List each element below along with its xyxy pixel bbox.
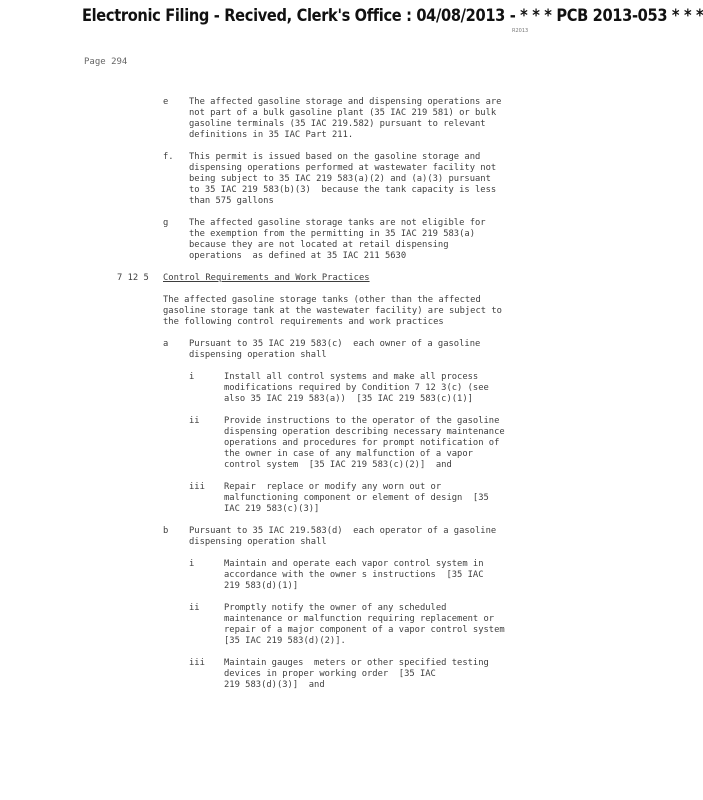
item-f-line-4: to 35 IAC 219 583(b)(3) because the tank capacity is less [189, 185, 497, 195]
item-f-line-3: being subject to 35 IAC 219 583(a)(2) and (a)(3) pursuant [189, 174, 491, 184]
item-e-marker: e [163, 97, 169, 107]
item-f-line-5: than 575 gallons [189, 196, 274, 206]
item-e-line-4: definitions in 35 IAC Part 211. [189, 130, 354, 140]
item-b-line-2: dispensing operation shall [189, 537, 327, 547]
item-a-line-1: Pursuant to 35 IAC 219 583(c) each owner of a gasoline [189, 339, 481, 349]
item-b-i-marker: i [189, 559, 195, 569]
item-b-i-line-3: 219 583(d)(1)] [224, 581, 299, 591]
item-b-iii-line-1: Maintain gauges meters or other specified testing [224, 658, 489, 668]
item-e-line-3: gasoline terminals (35 IAC 219.582) pursuant to relevant [189, 119, 486, 129]
item-a-ii-marker: ii [189, 416, 200, 426]
item-g-line-4: operations as defined at 35 IAC 211 5630 [189, 251, 407, 261]
item-e-line-1: The affected gasoline storage and dispensing operations are [189, 97, 502, 107]
section-title: Control Requirements and Work Practices [163, 273, 370, 283]
item-a-ii-line-1: Provide instructions to the operator of the gasoline [224, 416, 500, 426]
item-g-line-1: The affected gasoline storage tanks are not eligible for [189, 218, 486, 228]
item-a-iii-marker: iii [189, 482, 205, 492]
item-b-ii-line-4: [35 IAC 219 583(d)(2)]. [224, 636, 346, 646]
item-e-line-2: not part of a bulk gasoline plant (35 IAC 219 581) or bulk [189, 108, 497, 118]
item-g-line-2: the exemption from the permitting in 35 IAC 219 583(a) [189, 229, 475, 239]
item-a-i-marker: i [189, 372, 195, 382]
item-f-line-2: dispensing operations performed at wastewater facility not [189, 163, 497, 173]
item-a-ii-line-4: the owner in case of any malfunction of a vapor [224, 449, 473, 459]
item-a-i-line-2: modifications required by Condition 7 12 3(c) (see [224, 383, 489, 393]
item-f-line-1: This permit is issued based on the gasoline storage and [189, 152, 481, 162]
item-a-i-line-3: also 35 IAC 219 583(a)) [35 IAC 219 583(c)(1)] [224, 394, 473, 404]
item-a-iii-line-1: Repair replace or modify any worn out or [224, 482, 442, 492]
item-a-iii-line-3: IAC 219 583(c)(3)] [224, 504, 320, 514]
item-b-ii-line-3: repair of a major component of a vapor control system [224, 625, 505, 635]
item-f-marker: f. [163, 152, 174, 162]
page-number: Page 294 [84, 57, 128, 67]
item-b-ii-line-2: maintenance or malfunction requiring replacement or [224, 614, 495, 624]
section-intro-line-1: The affected gasoline storage tanks (other than the affected [163, 295, 481, 305]
item-a-i-line-1: Install all control systems and make all process [224, 372, 479, 382]
section-intro-line-2: gasoline storage tank at the wastewater facility) are subject to [163, 306, 502, 316]
item-g-marker: g [163, 218, 169, 228]
item-a-iii-line-2: malfunctioning component or element of design [35 [224, 493, 489, 503]
item-b-iii-line-3: 219 583(d)(3)] and [224, 680, 325, 690]
section-number: 7 12 5 [117, 273, 149, 283]
item-b-i-line-2: accordance with the owner s instructions [35 IAC [224, 570, 484, 580]
item-b-ii-line-1: Promptly notify the owner of any scheduled [224, 603, 447, 613]
item-b-iii-line-2: devices in proper working order [35 IAC [224, 669, 436, 679]
item-b-i-line-1: Maintain and operate each vapor control system in [224, 559, 484, 569]
item-a-marker: a [163, 339, 169, 349]
section-intro-line-3: the following control requirements and work practices [163, 317, 444, 327]
filing-stamp: R2013 [512, 28, 529, 34]
item-a-ii-line-5: control system [35 IAC 219 583(c)(2)] and [224, 460, 452, 470]
item-b-line-1: Pursuant to 35 IAC 219.583(d) each operator of a gasoline [189, 526, 497, 536]
item-a-ii-line-3: operations and procedures for prompt notification of [224, 438, 500, 448]
item-b-ii-marker: ii [189, 603, 200, 613]
item-b-iii-marker: iii [189, 658, 205, 668]
item-a-ii-line-2: dispensing operation describing necessary maintenance [224, 427, 505, 437]
item-a-line-2: dispensing operation shall [189, 350, 327, 360]
item-g-line-3: because they are not located at retail dispensing [189, 240, 449, 250]
item-b-marker: b [163, 526, 169, 536]
filing-banner: Electronic Filing - Recived, Clerk's Office : 04/08/2013 - * * * PCB 2013-053 * * * [82, 6, 703, 26]
